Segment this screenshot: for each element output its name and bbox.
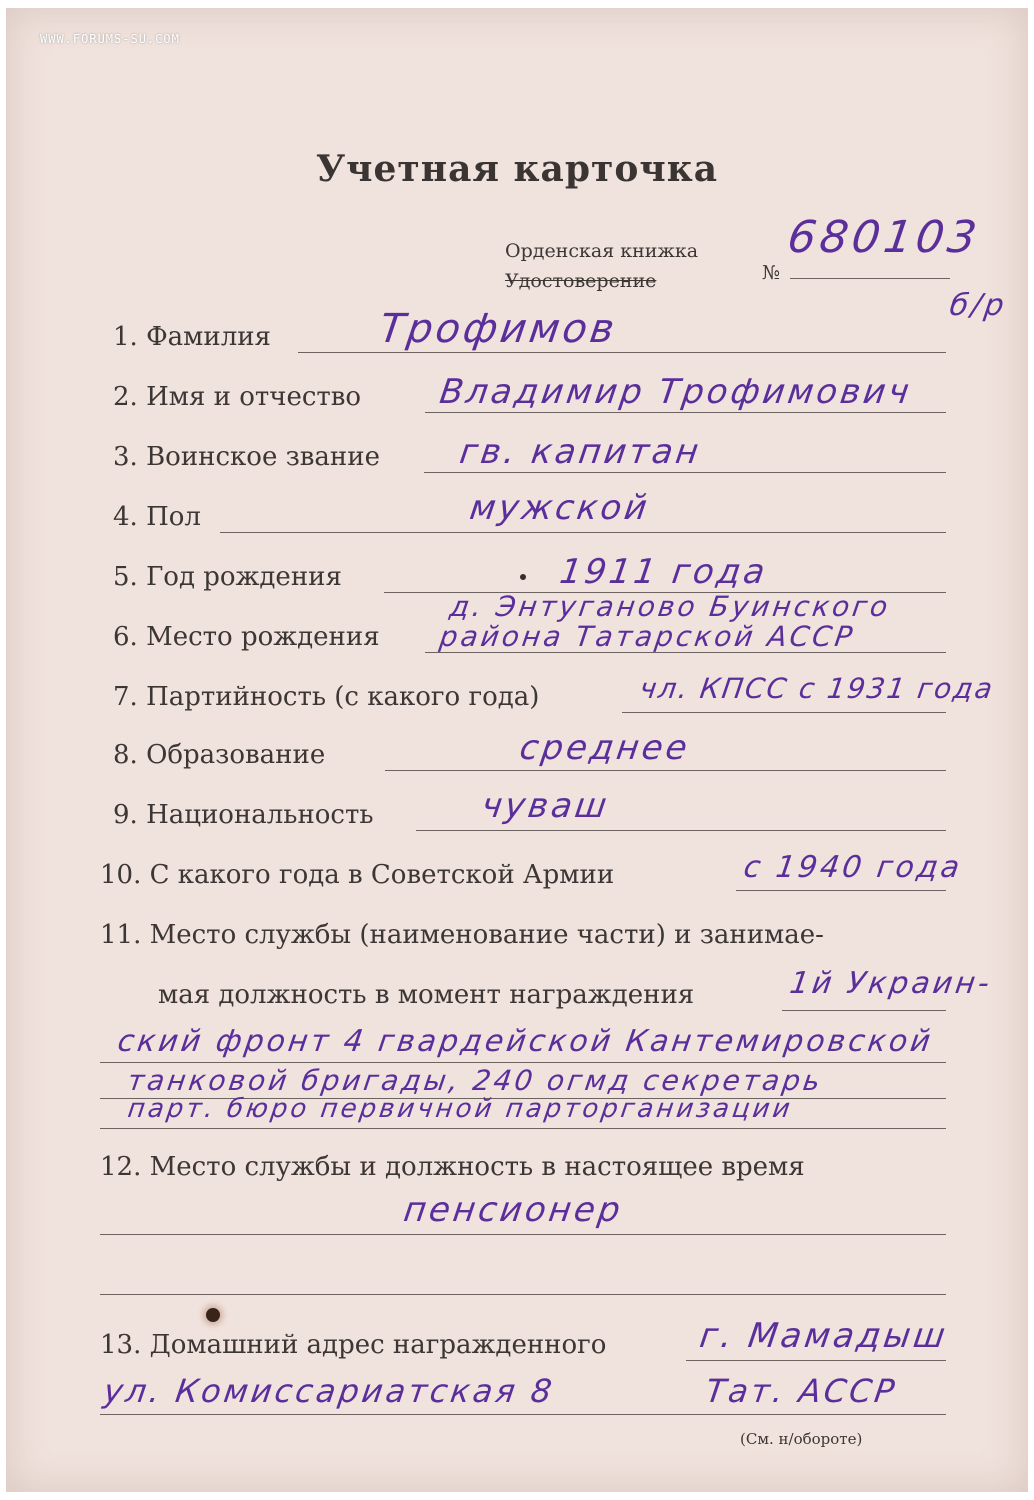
- field-11-line-1: [782, 1010, 946, 1011]
- field-2-line: [425, 412, 946, 413]
- order-book-label: Орденская книжка: [505, 240, 699, 262]
- watermark: WWW.FORUMS-SU.COM: [40, 32, 180, 46]
- see-reverse-note: (См. н/обороте): [740, 1430, 863, 1448]
- field-13-label: 13. Домашний адрес награжденного: [100, 1330, 607, 1360]
- field-6-value-line1: д. Энтуганово Буинского: [447, 590, 893, 623]
- field-12-line-2: [100, 1294, 946, 1295]
- field-8-label: 8. Образование: [113, 740, 326, 770]
- field-9-value: чуваш: [479, 786, 613, 826]
- field-11-line-4: [100, 1128, 946, 1129]
- field-8-value: среднее: [517, 728, 693, 768]
- field-11-value-line1: 1й Украин-: [787, 966, 995, 1001]
- field-12-value: пенсионер: [401, 1190, 626, 1230]
- field-13-line-2: [100, 1414, 946, 1415]
- field-10-line: [736, 890, 946, 891]
- field-7-label: 7. Партийность (с какого года): [113, 682, 540, 712]
- field-10-value: с 1940 года: [741, 850, 965, 885]
- field-5-value: 1911 года: [557, 552, 771, 592]
- certificate-label: Удостоверение: [505, 270, 657, 292]
- field-11-value-line3: танковой бригады, 240 огмд секретарь: [125, 1064, 826, 1097]
- field-11-label-line2: мая должность в момент награждения: [158, 980, 695, 1010]
- field-12-label: 12. Место службы и должность в настоящее время: [100, 1152, 805, 1182]
- field-5-label: 5. Год рождения: [113, 562, 342, 592]
- field-3-label: 3. Воинское звание: [113, 442, 380, 472]
- ink-stain: [206, 1308, 220, 1322]
- field-4-line: [220, 532, 946, 533]
- field-4-label: 4. Пол: [113, 502, 201, 532]
- field-1-label: 1. Фамилия: [113, 322, 271, 352]
- field-8-line: [385, 770, 946, 771]
- field-3-line: [424, 472, 946, 473]
- order-book-number: 680103: [784, 212, 984, 263]
- field-7-line: [622, 712, 946, 713]
- field-13-value-line2: ул. Комиссариатская 8: [101, 1372, 558, 1410]
- note-br: б/р: [947, 288, 1010, 323]
- field-13-line-1: [686, 1360, 946, 1361]
- field-9-label: 9. Национальность: [113, 800, 374, 830]
- field-6-value-line2: района Татарской АССР: [437, 620, 858, 653]
- field-4-value: мужской: [467, 488, 653, 528]
- field-11-line-2: [100, 1062, 946, 1063]
- field-3-value: гв. капитан: [457, 432, 704, 472]
- field-2-value: Владимир Трофимович: [437, 372, 915, 412]
- field-13-value-line1: г. Мамадыш: [697, 1316, 951, 1356]
- field-1-value: Трофимов: [376, 306, 620, 352]
- field-11-value-line4: парт. бюро первичной парторганизации: [125, 1094, 795, 1124]
- field-2-label: 2. Имя и отчество: [113, 382, 362, 412]
- number-sign: №: [762, 262, 780, 284]
- number-underline: [790, 278, 950, 279]
- field-9-line: [416, 830, 946, 831]
- field-10-label: 10. С какого года в Советской Армии: [100, 860, 615, 890]
- field-11-value-line2: ский фронт 4 гвардейской Кантемировской: [115, 1024, 936, 1059]
- card-title: Учетная карточка: [315, 148, 719, 190]
- ink-dot: [520, 574, 526, 580]
- field-12-line-1: [100, 1234, 946, 1235]
- field-11-label-line1: 11. Место службы (наименование части) и занимае-: [100, 920, 824, 950]
- field-1-line: [298, 352, 946, 353]
- field-13-value-line3: Тат. АССР: [703, 1372, 900, 1410]
- field-7-value: чл. КПСС с 1931 года: [637, 672, 997, 705]
- field-6-label: 6. Место рождения: [113, 622, 380, 652]
